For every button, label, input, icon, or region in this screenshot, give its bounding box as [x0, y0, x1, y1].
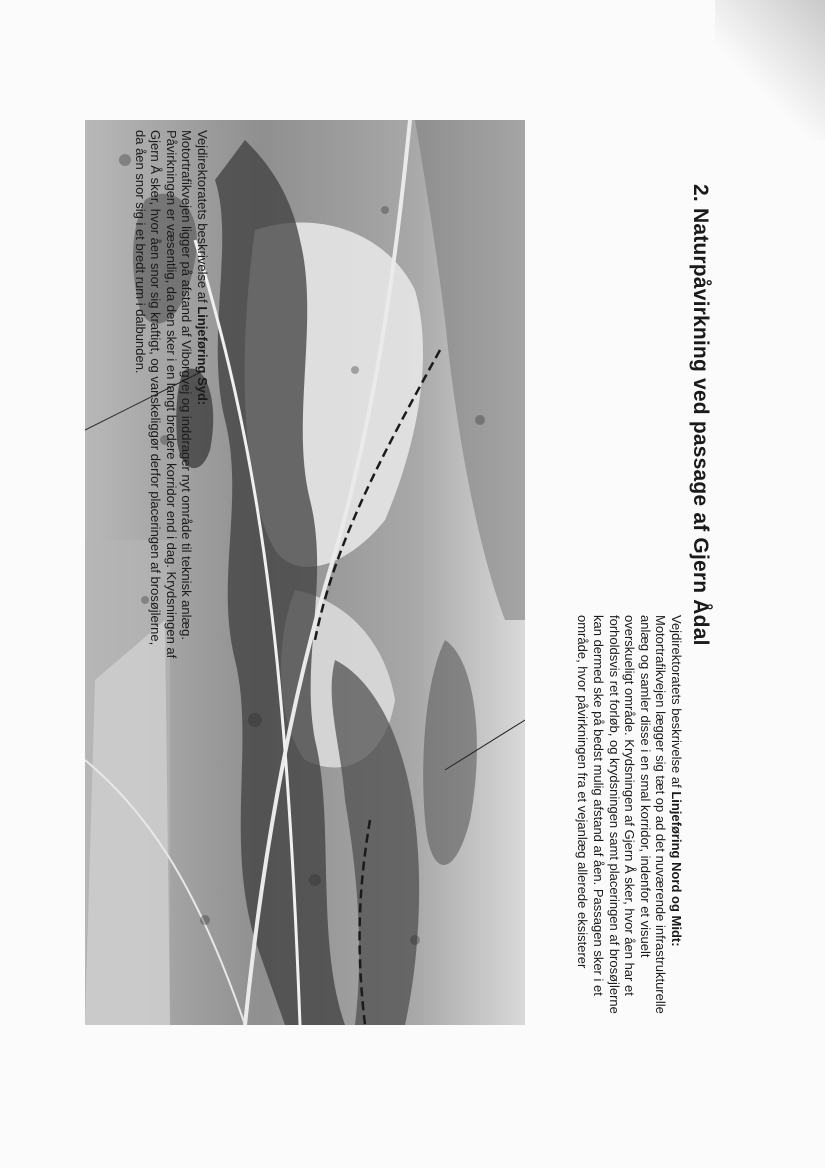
north-route-name: Linjeføring Nord og Midt: — [669, 791, 684, 947]
south-body: Motortrafikvejen ligger på afstand af Viborgvej og inddrager nyt område til teknisk anlæg. Påvirkningen er væsentlig, da den sker i en langt bredere korridor end i dag. Krydsningen af Gjern Å sker, hvor åen snor sig kraftigt, og vanskeliggør derfor placeringen af brosøjlerne, da åen snor sig i et bredt rum i dalbunden. — [132, 130, 195, 659]
page-title: 2. Naturpåvirkning ved passage af Gjern Ådal — [689, 184, 712, 646]
scan-corner-shadow — [715, 0, 825, 140]
north-body: Motortrafikvejen lægger sig tæt op ad det nuværende infrastrukturelle anlæg og samler disse i en smal korridor, indenfor et visuelt overskueligt område. Krydsningen af Gjern Å sker, hvor åen har et forholdsvis ret forløb, og krydsningen samt placeringen af brosøjlerne kan dermed ske på bedst mulig afstand af åen. Passagen sker i et område, hvor påvirkningen fra et vejanlæg allerede eksisterer — [575, 615, 669, 1014]
north-route-description — [575, 615, 684, 1025]
south-route-name: Linjeføring Syd: — [195, 306, 210, 406]
north-intro: Vejdirektoratets beskrivelse af — [669, 615, 684, 792]
south-route-description — [132, 130, 210, 660]
south-intro: Vejdirektoratets beskrivelse af — [195, 130, 210, 307]
